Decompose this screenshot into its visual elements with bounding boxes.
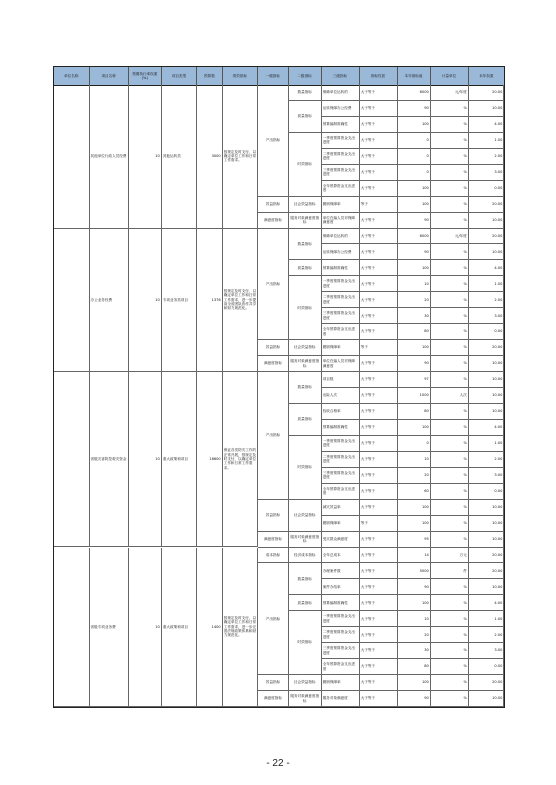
unit-cell: % <box>431 627 469 643</box>
level3-indicator-cell: 受灾群众满意度 <box>322 532 360 548</box>
indicator-value-cell: 100 <box>398 340 431 356</box>
header-cell: 单位名称 <box>54 67 90 85</box>
unit-cell: % <box>431 675 469 691</box>
level1-indicator-cell: 产出指标 <box>258 563 288 675</box>
level3-indicator-cell: 全年预算资金支出进度 <box>322 181 360 197</box>
indicator-value-cell: 90 <box>398 213 431 229</box>
level3-indicator-cell: 运转保障办公经费 <box>322 101 360 117</box>
row-weight-cell: 0.00 <box>469 181 505 197</box>
level3-indicator-cell: 案件办结率 <box>322 579 360 595</box>
indicator-nature-cell: 大于等于 <box>360 117 398 133</box>
level3-indicator-cell: 二季度预算资金支出进度 <box>322 292 360 308</box>
indicator-nature-cell: 大于等于 <box>360 292 398 308</box>
level2-indicator-cell: 时效指标 <box>289 611 322 675</box>
unit-cell: % <box>431 117 469 133</box>
page-number: - 22 - <box>266 758 290 769</box>
unit-cell: % <box>431 260 469 276</box>
unit-cell: % <box>431 484 469 500</box>
budget-cell: 3000 <box>197 85 222 229</box>
row-weight-cell: 20.00 <box>469 548 505 564</box>
indicator-nature-cell: 大于等于 <box>360 611 398 627</box>
row-weight-cell: 10.00 <box>469 101 505 117</box>
row-weight-cell: 3.00 <box>469 165 505 181</box>
level1-indicator-cell: 成本指标 <box>258 548 288 564</box>
row-weight-cell: 10.00 <box>469 244 505 260</box>
project-type-cell: 专项业务类项目 <box>162 229 198 373</box>
indicator-value-cell: 100 <box>398 595 431 611</box>
indicator-nature-cell: 大于等于 <box>360 500 398 516</box>
row-weight-cell: 1.00 <box>469 611 505 627</box>
unit-cell: % <box>431 181 469 197</box>
row-weight-cell: 10.00 <box>469 500 505 516</box>
unit-name-cell <box>54 372 90 547</box>
level3-indicator-cell: 单位在编人员对保障满意度 <box>322 356 360 372</box>
level1-indicator-cell: 效益指标 <box>258 340 288 356</box>
indicator-nature-cell: 大于等于 <box>360 133 398 149</box>
header-cell: 绩效指标 <box>223 67 259 85</box>
indicator-nature-cell: 等于 <box>360 516 398 532</box>
indicator-value-cell: 0 <box>398 165 431 181</box>
row-weight-cell: 0.00 <box>469 324 505 340</box>
unit-cell: % <box>431 691 469 707</box>
indicator-nature-cell: 大于等于 <box>360 484 398 500</box>
level2-indicator-cell: 社会效益指标 <box>289 675 322 691</box>
indicator-value-cell: 80 <box>398 404 431 420</box>
level3-indicator-cell: 三季度预算资金支出进度 <box>322 643 360 659</box>
indicator-nature-cell: 大于等于 <box>360 244 398 260</box>
unit-cell: % <box>431 149 469 165</box>
level1-indicator-cell: 满意度指标 <box>258 356 288 372</box>
indicator-nature-cell: 大于等于 <box>360 260 398 276</box>
unit-name-cell <box>54 548 90 707</box>
unit-cell: % <box>431 101 469 117</box>
level2-indicator-cell: 时效指标 <box>289 436 322 500</box>
level3-indicator-cell: 履职保障率 <box>322 516 360 532</box>
level2-indicator-cell: 社会效益指标 <box>289 197 322 213</box>
indicator-value-cell: 95 <box>398 532 431 548</box>
row-weight-cell: 10.00 <box>469 356 505 372</box>
indicator-value-cell: 30 <box>398 308 431 324</box>
indicator-value-cell: 100 <box>398 420 431 436</box>
level2-indicator-cell: 时效指标 <box>289 133 322 197</box>
level3-indicator-cell: 减灾效益率 <box>322 500 360 516</box>
indicator-nature-cell: 大于等于 <box>360 324 398 340</box>
indicator-value-cell: 5000 <box>398 563 431 579</box>
indicator-nature-cell: 大于等于 <box>360 675 398 691</box>
row-weight-cell: 10.00 <box>469 388 505 404</box>
level3-indicator-cell: 服务对象满意度 <box>322 691 360 707</box>
project-name-cell: 省级专项业务费 <box>90 548 129 707</box>
row-weight-cell: 10.00 <box>469 372 505 388</box>
row-weight-cell: 20.00 <box>469 85 505 101</box>
indicator-value-cell: 20 <box>398 292 431 308</box>
project-type-cell: 重大政策和项目 <box>162 372 198 547</box>
project-type-cell: 其他运转类 <box>162 85 198 229</box>
indicator-nature-cell: 大于等于 <box>360 643 398 659</box>
indicator-nature-cell: 大于等于 <box>360 563 398 579</box>
indicator-nature-cell: 大于等于 <box>360 388 398 404</box>
indicator-nature-cell: 大于等于 <box>360 165 398 181</box>
row-weight-cell: 1.00 <box>469 276 505 292</box>
level2-indicator-cell: 数量指标 <box>289 563 322 595</box>
row-weight-cell: 10.00 <box>469 404 505 420</box>
indicator-nature-cell: 大于等于 <box>360 101 398 117</box>
level3-indicator-cell: 一季度预算资金支出进度 <box>322 611 360 627</box>
indicator-nature-cell: 等于 <box>360 340 398 356</box>
budget-cell: 1376 <box>197 229 222 373</box>
level1-indicator-cell: 效益指标 <box>258 675 288 691</box>
unit-name-cell <box>54 229 90 373</box>
goal-cell: 按规定及时支付，以确定单位工作和日常工作需求，进一步完善法规政策体系和财力规范化。 <box>223 548 259 707</box>
unit-cell: % <box>431 165 469 181</box>
unit-cell: % <box>431 292 469 308</box>
row-weight-cell: 4.00 <box>469 420 505 436</box>
level3-indicator-cell: 二季度预算资金支出进度 <box>322 149 360 165</box>
project-type-cell: 重大政策和项目 <box>162 548 198 707</box>
table-body <box>54 85 504 707</box>
indicator-value-cell: 90 <box>398 356 431 372</box>
row-weight-cell: 0.00 <box>469 659 505 675</box>
level2-indicator-cell: 时效指标 <box>289 276 322 340</box>
level3-indicator-cell: 三季度预算资金支出进度 <box>322 308 360 324</box>
row-weight-cell: 4.00 <box>469 260 505 276</box>
indicator-value-cell: 0 <box>398 133 431 149</box>
level2-indicator-cell: 质量指标 <box>289 404 322 436</box>
level1-indicator-cell: 效益指标 <box>258 500 288 532</box>
project-name-cell: 其他单位行政人员经费 <box>90 85 129 229</box>
level3-indicator-cell: 三季度预算资金支出进度 <box>322 468 360 484</box>
indicator-nature-cell: 大于等于 <box>360 213 398 229</box>
indicator-value-cell: 100 <box>398 197 431 213</box>
goal-cell: 保证各类防灾工作的正常开展，按规定及时支付，以确定单位工作和日常工作需求。 <box>223 372 259 547</box>
level2-indicator-cell: 社会效益指标 <box>289 500 322 532</box>
indicator-value-cell: 60 <box>398 484 431 500</box>
indicator-value-cell: 0 <box>398 149 431 165</box>
unit-cell: % <box>431 340 469 356</box>
weight-cell: 10 <box>129 229 162 373</box>
indicator-value-cell: 10 <box>398 611 431 627</box>
unit-cell: 件 <box>431 563 469 579</box>
level2-indicator-cell: 服务对象满意度指标 <box>289 356 322 372</box>
unit-cell: 人次 <box>431 388 469 404</box>
unit-cell: % <box>431 356 469 372</box>
indicator-value-cell: 80 <box>398 659 431 675</box>
unit-cell: % <box>431 436 469 452</box>
level2-indicator-cell: 数量指标 <box>289 372 322 404</box>
indicator-value-cell: 100 <box>398 117 431 133</box>
indicator-nature-cell: 大于等于 <box>360 356 398 372</box>
header-cell: 三级指标 <box>322 67 360 85</box>
row-weight-cell: 20.00 <box>469 340 505 356</box>
row-weight-cell: 3.00 <box>469 308 505 324</box>
level1-indicator-cell: 满意度指标 <box>258 532 288 548</box>
level3-indicator-cell: 全年预算资金支出进度 <box>322 484 360 500</box>
level2-indicator-cell: 质量指标 <box>289 595 322 611</box>
level2-indicator-cell: 质量指标 <box>289 101 322 133</box>
level2-indicator-cell: 经济成本指标 <box>289 548 322 564</box>
unit-cell: % <box>431 197 469 213</box>
row-weight-cell: 10.00 <box>469 516 505 532</box>
level1-indicator-cell: 满意度指标 <box>258 691 288 707</box>
indicator-value-cell: 14 <box>398 548 431 564</box>
indicator-nature-cell: 大于等于 <box>360 85 398 101</box>
indicator-nature-cell: 大于等于 <box>360 436 398 452</box>
unit-cell: % <box>431 611 469 627</box>
row-weight-cell: 20.00 <box>469 229 505 245</box>
unit-cell: 元/年度 <box>431 229 469 245</box>
unit-cell: % <box>431 404 469 420</box>
header-cell: 一级指标 <box>258 67 288 85</box>
level2-indicator-cell: 服务对象满意度指标 <box>289 691 322 707</box>
table-header-row <box>54 67 504 86</box>
row-weight-cell: 0.00 <box>469 484 505 500</box>
level3-indicator-cell: 运转保障办公经费 <box>322 244 360 260</box>
header-cell: 预期执行率权重(%) <box>129 67 162 85</box>
level2-indicator-cell: 服务对象满意度指标 <box>289 532 322 548</box>
header-cell: 本年权重 <box>479 73 494 78</box>
indicator-value-cell: 90 <box>398 101 431 117</box>
indicator-nature-cell: 大于等于 <box>360 548 398 564</box>
row-weight-cell: 20.00 <box>469 563 505 579</box>
project-name-cell: 省级灾害防控救灾资金 <box>90 372 129 547</box>
level2-indicator-cell: 质量指标 <box>289 260 322 276</box>
indicator-nature-cell: 大于等于 <box>360 595 398 611</box>
indicator-value-cell: 10 <box>398 276 431 292</box>
unit-cell: % <box>431 372 469 388</box>
unit-cell: % <box>431 213 469 229</box>
indicator-nature-cell: 大于等于 <box>360 372 398 388</box>
row-weight-cell: 3.00 <box>469 468 505 484</box>
unit-cell: % <box>431 468 469 484</box>
level3-indicator-cell: 预算编制准确性 <box>322 420 360 436</box>
weight-cell: 10 <box>129 85 162 229</box>
level3-indicator-cell: 保障单位运转的 <box>322 85 360 101</box>
goal-cell: 按规定及时支付，以确定单位工作和日常工作需求，进一步提高全省团队协作共享和财力规范化。 <box>223 229 259 373</box>
indicator-nature-cell: 大于等于 <box>360 420 398 436</box>
level1-indicator-cell: 满意度指标 <box>258 213 288 229</box>
unit-cell: % <box>431 516 469 532</box>
unit-cell: 元/年度 <box>431 85 469 101</box>
indicator-nature-cell: 大于等于 <box>360 276 398 292</box>
indicator-value-cell: 100 <box>398 260 431 276</box>
indicator-value-cell: 80 <box>398 324 431 340</box>
indicator-value-cell: 97 <box>398 372 431 388</box>
level2-indicator-cell: 数量指标 <box>289 85 322 101</box>
indicator-nature-cell: 大于等于 <box>360 468 398 484</box>
level3-indicator-cell: 保障单位运转的 <box>322 229 360 245</box>
indicator-value-cell: 6000 <box>398 229 431 245</box>
indicator-nature-cell: 大于等于 <box>360 308 398 324</box>
row-weight-cell: 2.00 <box>469 627 505 643</box>
indicator-value-cell: 20 <box>398 627 431 643</box>
level3-indicator-cell: 全年总成本 <box>322 548 360 564</box>
indicator-value-cell: 100 <box>398 500 431 516</box>
unit-cell: % <box>431 420 469 436</box>
indicator-value-cell: 90 <box>398 691 431 707</box>
row-weight-cell: 2.00 <box>469 452 505 468</box>
level3-indicator-cell: 验收合格率 <box>322 404 360 420</box>
level2-indicator-cell: 服务对象满意度指标 <box>289 213 322 229</box>
indicator-value-cell: 100 <box>398 516 431 532</box>
row-weight-cell: 10.00 <box>469 691 505 707</box>
indicator-nature-cell: 大于等于 <box>360 149 398 165</box>
indicator-value-cell: 30 <box>398 643 431 659</box>
indicator-value-cell: 1000 <box>398 388 431 404</box>
level1-indicator-cell: 产出指标 <box>258 229 288 341</box>
row-weight-cell: 2.00 <box>469 149 505 165</box>
indicator-nature-cell: 大于等于 <box>360 627 398 643</box>
weight-cell: 10 <box>129 548 162 707</box>
indicator-value-cell: 100 <box>398 675 431 691</box>
level3-indicator-cell: 二季度预算资金支出进度 <box>322 627 360 643</box>
header-cell: 指标性质 <box>360 67 398 85</box>
row-weight-cell: 4.00 <box>469 595 505 611</box>
weight-cell: 10 <box>129 372 162 547</box>
indicator-nature-cell: 大于等于 <box>360 532 398 548</box>
row-weight-cell: 10.00 <box>469 213 505 229</box>
project-name-cell: 办公业务经费 <box>90 229 129 373</box>
level3-indicator-cell: 预算编制准确性 <box>322 595 360 611</box>
indicator-nature-cell: 等于 <box>360 197 398 213</box>
indicator-nature-cell: 大于等于 <box>360 579 398 595</box>
performance-table <box>53 66 505 708</box>
unit-cell: % <box>431 324 469 340</box>
unit-cell: % <box>431 500 469 516</box>
unit-name-cell <box>54 85 90 229</box>
level3-indicator-cell: 办理案件数 <box>322 563 360 579</box>
goal-cell: 按规定及时支付，以确定单位工作和日常工作需求。 <box>223 85 259 229</box>
row-weight-cell: 3.00 <box>469 643 505 659</box>
unit-cell: % <box>431 643 469 659</box>
indicator-nature-cell: 大于等于 <box>360 691 398 707</box>
level3-indicator-cell: 履职保障率 <box>322 675 360 691</box>
unit-cell: % <box>431 276 469 292</box>
level2-indicator-cell: 数量指标 <box>289 229 322 261</box>
level3-indicator-cell: 全年预算资金支出进度 <box>322 659 360 675</box>
header-cell: 预算数 <box>197 67 222 85</box>
header-cell: 项目名称 <box>90 67 129 85</box>
indicator-value-cell: 10 <box>398 452 431 468</box>
level3-indicator-cell: 履职保障率 <box>322 197 360 213</box>
level3-indicator-cell: 一季度预算资金支出进度 <box>322 133 360 149</box>
row-weight-cell: 2.00 <box>469 292 505 308</box>
level3-indicator-cell: 预算编制准确性 <box>322 117 360 133</box>
header-cell: 本年指标值 <box>398 67 431 85</box>
indicator-value-cell: 90 <box>398 244 431 260</box>
level3-indicator-cell: 单位在编人员对保障满意度 <box>322 213 360 229</box>
header-cell: 二级指标 <box>289 67 322 85</box>
level1-indicator-cell: 效益指标 <box>258 197 288 213</box>
row-weight-cell: 10.00 <box>469 532 505 548</box>
unit-cell: % <box>431 659 469 675</box>
indicator-value-cell: 100 <box>398 181 431 197</box>
unit-cell: % <box>431 244 469 260</box>
budget-cell: 18600 <box>197 372 222 547</box>
indicator-value-cell: 20 <box>398 468 431 484</box>
level3-indicator-cell: 履职保障率 <box>322 340 360 356</box>
level3-indicator-cell: 项目数 <box>322 372 360 388</box>
level3-indicator-cell: 预算编制准确性 <box>322 260 360 276</box>
indicator-value-cell: 0 <box>398 436 431 452</box>
header-cell: 计量单位 <box>431 67 469 85</box>
unit-cell: % <box>431 452 469 468</box>
level2-indicator-cell: 社会效益指标 <box>289 340 322 356</box>
unit-cell: % <box>431 133 469 149</box>
level3-indicator-cell: 三季度预算资金支出进度 <box>322 165 360 181</box>
row-weight-cell: 20.00 <box>469 197 505 213</box>
row-weight-cell: 4.00 <box>469 117 505 133</box>
level3-indicator-cell: 一季度预算资金支出进度 <box>322 436 360 452</box>
level3-indicator-cell: 二季度预算资金支出进度 <box>322 452 360 468</box>
indicator-value-cell: 90 <box>398 579 431 595</box>
unit-cell: % <box>431 579 469 595</box>
budget-cell: 1400 <box>197 548 222 707</box>
row-weight-cell: 20.00 <box>469 675 505 691</box>
level3-indicator-cell: 一季度预算资金支出进度 <box>322 276 360 292</box>
indicator-nature-cell: 大于等于 <box>360 659 398 675</box>
indicator-nature-cell: 大于等于 <box>360 404 398 420</box>
unit-cell: % <box>431 595 469 611</box>
unit-cell: % <box>431 532 469 548</box>
header-cell: 项目类型 <box>162 67 198 85</box>
level1-indicator-cell: 产出指标 <box>258 372 288 500</box>
row-weight-cell: 1.00 <box>469 436 505 452</box>
row-weight-cell: 10.00 <box>469 579 505 595</box>
unit-cell: 万元 <box>431 548 469 564</box>
indicator-nature-cell: 大于等于 <box>360 181 398 197</box>
level1-indicator-cell: 产出指标 <box>258 85 288 197</box>
indicator-nature-cell: 大于等于 <box>360 452 398 468</box>
row-weight-cell: 1.00 <box>469 133 505 149</box>
level3-indicator-cell: 出险人次 <box>322 388 360 404</box>
indicator-nature-cell: 大于等于 <box>360 229 398 245</box>
indicator-value-cell: 6000 <box>398 85 431 101</box>
unit-cell: % <box>431 308 469 324</box>
level3-indicator-cell: 全年预算资金支出进度 <box>322 324 360 340</box>
